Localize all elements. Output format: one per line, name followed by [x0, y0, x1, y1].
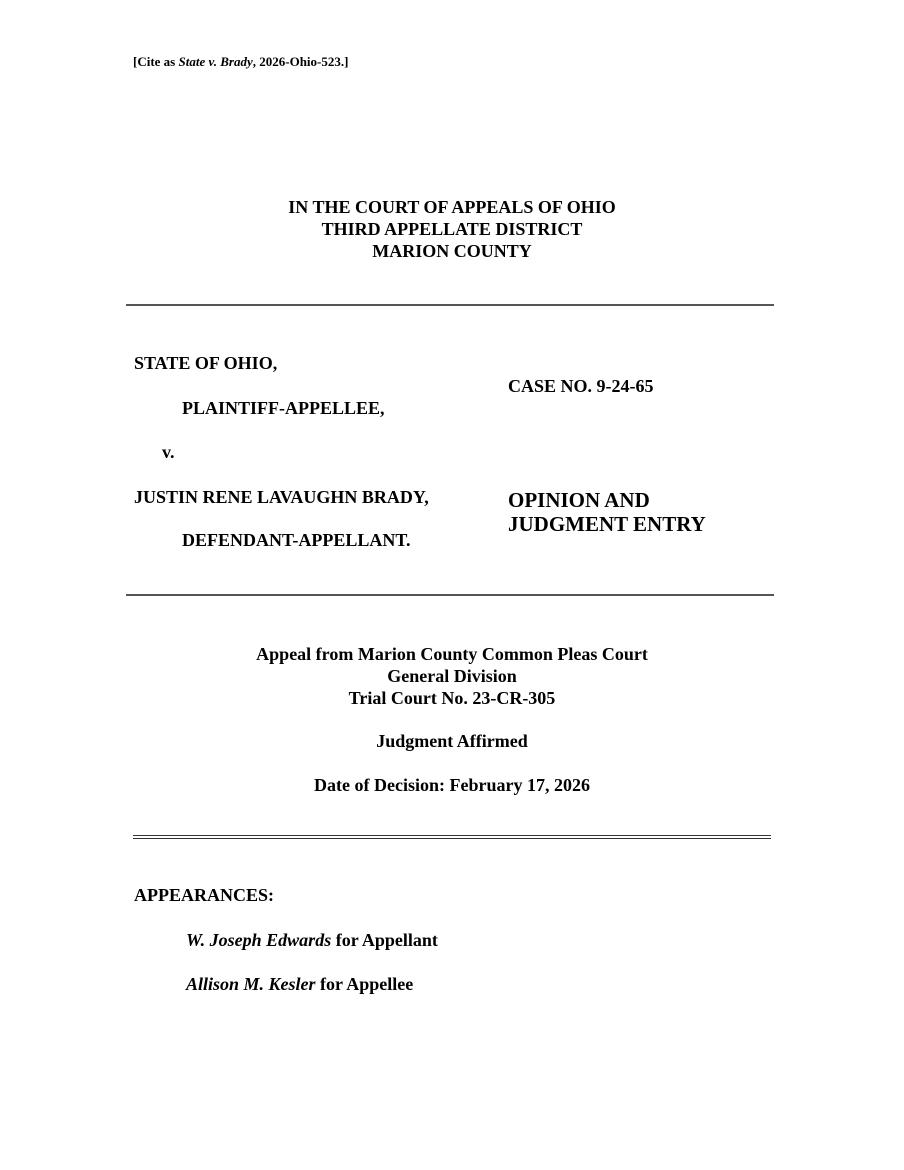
case-number: CASE NO. 9-24-65 — [508, 376, 654, 396]
defendant-name: JUSTIN RENE LAVAUGHN BRADY, — [134, 487, 429, 507]
cite-suffix: , 2026-Ohio-523.] — [252, 54, 349, 69]
document-type — [508, 488, 706, 536]
plaintiff-role: PLAINTIFF-APPELLEE, — [182, 398, 385, 418]
appellee-counsel-role: for Appellee — [315, 974, 414, 994]
document-type-line-1: OPINION AND — [508, 488, 650, 512]
citation-line — [133, 54, 348, 70]
appearances-heading: APPEARANCES: — [134, 885, 275, 905]
appellant-counsel — [186, 930, 438, 951]
appeal-line-2: General Division — [387, 666, 517, 686]
appellant-counsel-name: W. Joseph Edwards — [186, 930, 332, 950]
appeal-line-3: Trial Court No. 23-CR-305 — [348, 688, 556, 708]
judgment-result: Judgment Affirmed — [376, 731, 528, 751]
appeal-bottom-double-rule — [133, 835, 771, 839]
cite-prefix: [Cite as — [133, 54, 179, 69]
appellee-counsel-name: Allison M. Kesler — [186, 974, 316, 994]
decision-date: Date of Decision: February 17, 2026 — [314, 775, 590, 795]
appeal-info — [0, 643, 904, 709]
court-heading — [0, 196, 904, 262]
court-line-1: IN THE COURT OF APPEALS OF OHIO — [288, 197, 616, 217]
cite-case-name: State v. Brady — [178, 54, 253, 69]
caption-top-rule — [126, 304, 774, 306]
court-line-2: THIRD APPELLATE DISTRICT — [321, 219, 583, 239]
appellee-counsel — [186, 974, 413, 995]
plaintiff-name: STATE OF OHIO, — [134, 353, 278, 373]
appeal-line-1: Appeal from Marion County Common Pleas Court — [256, 644, 648, 664]
document-type-line-2: JUDGMENT ENTRY — [508, 512, 706, 536]
appellant-counsel-role: for Appellant — [331, 930, 438, 950]
court-line-3: MARION COUNTY — [372, 241, 532, 261]
versus-label: v. — [162, 442, 175, 462]
defendant-role: DEFENDANT-APPELLANT. — [182, 530, 411, 550]
caption-bottom-rule — [126, 594, 774, 596]
